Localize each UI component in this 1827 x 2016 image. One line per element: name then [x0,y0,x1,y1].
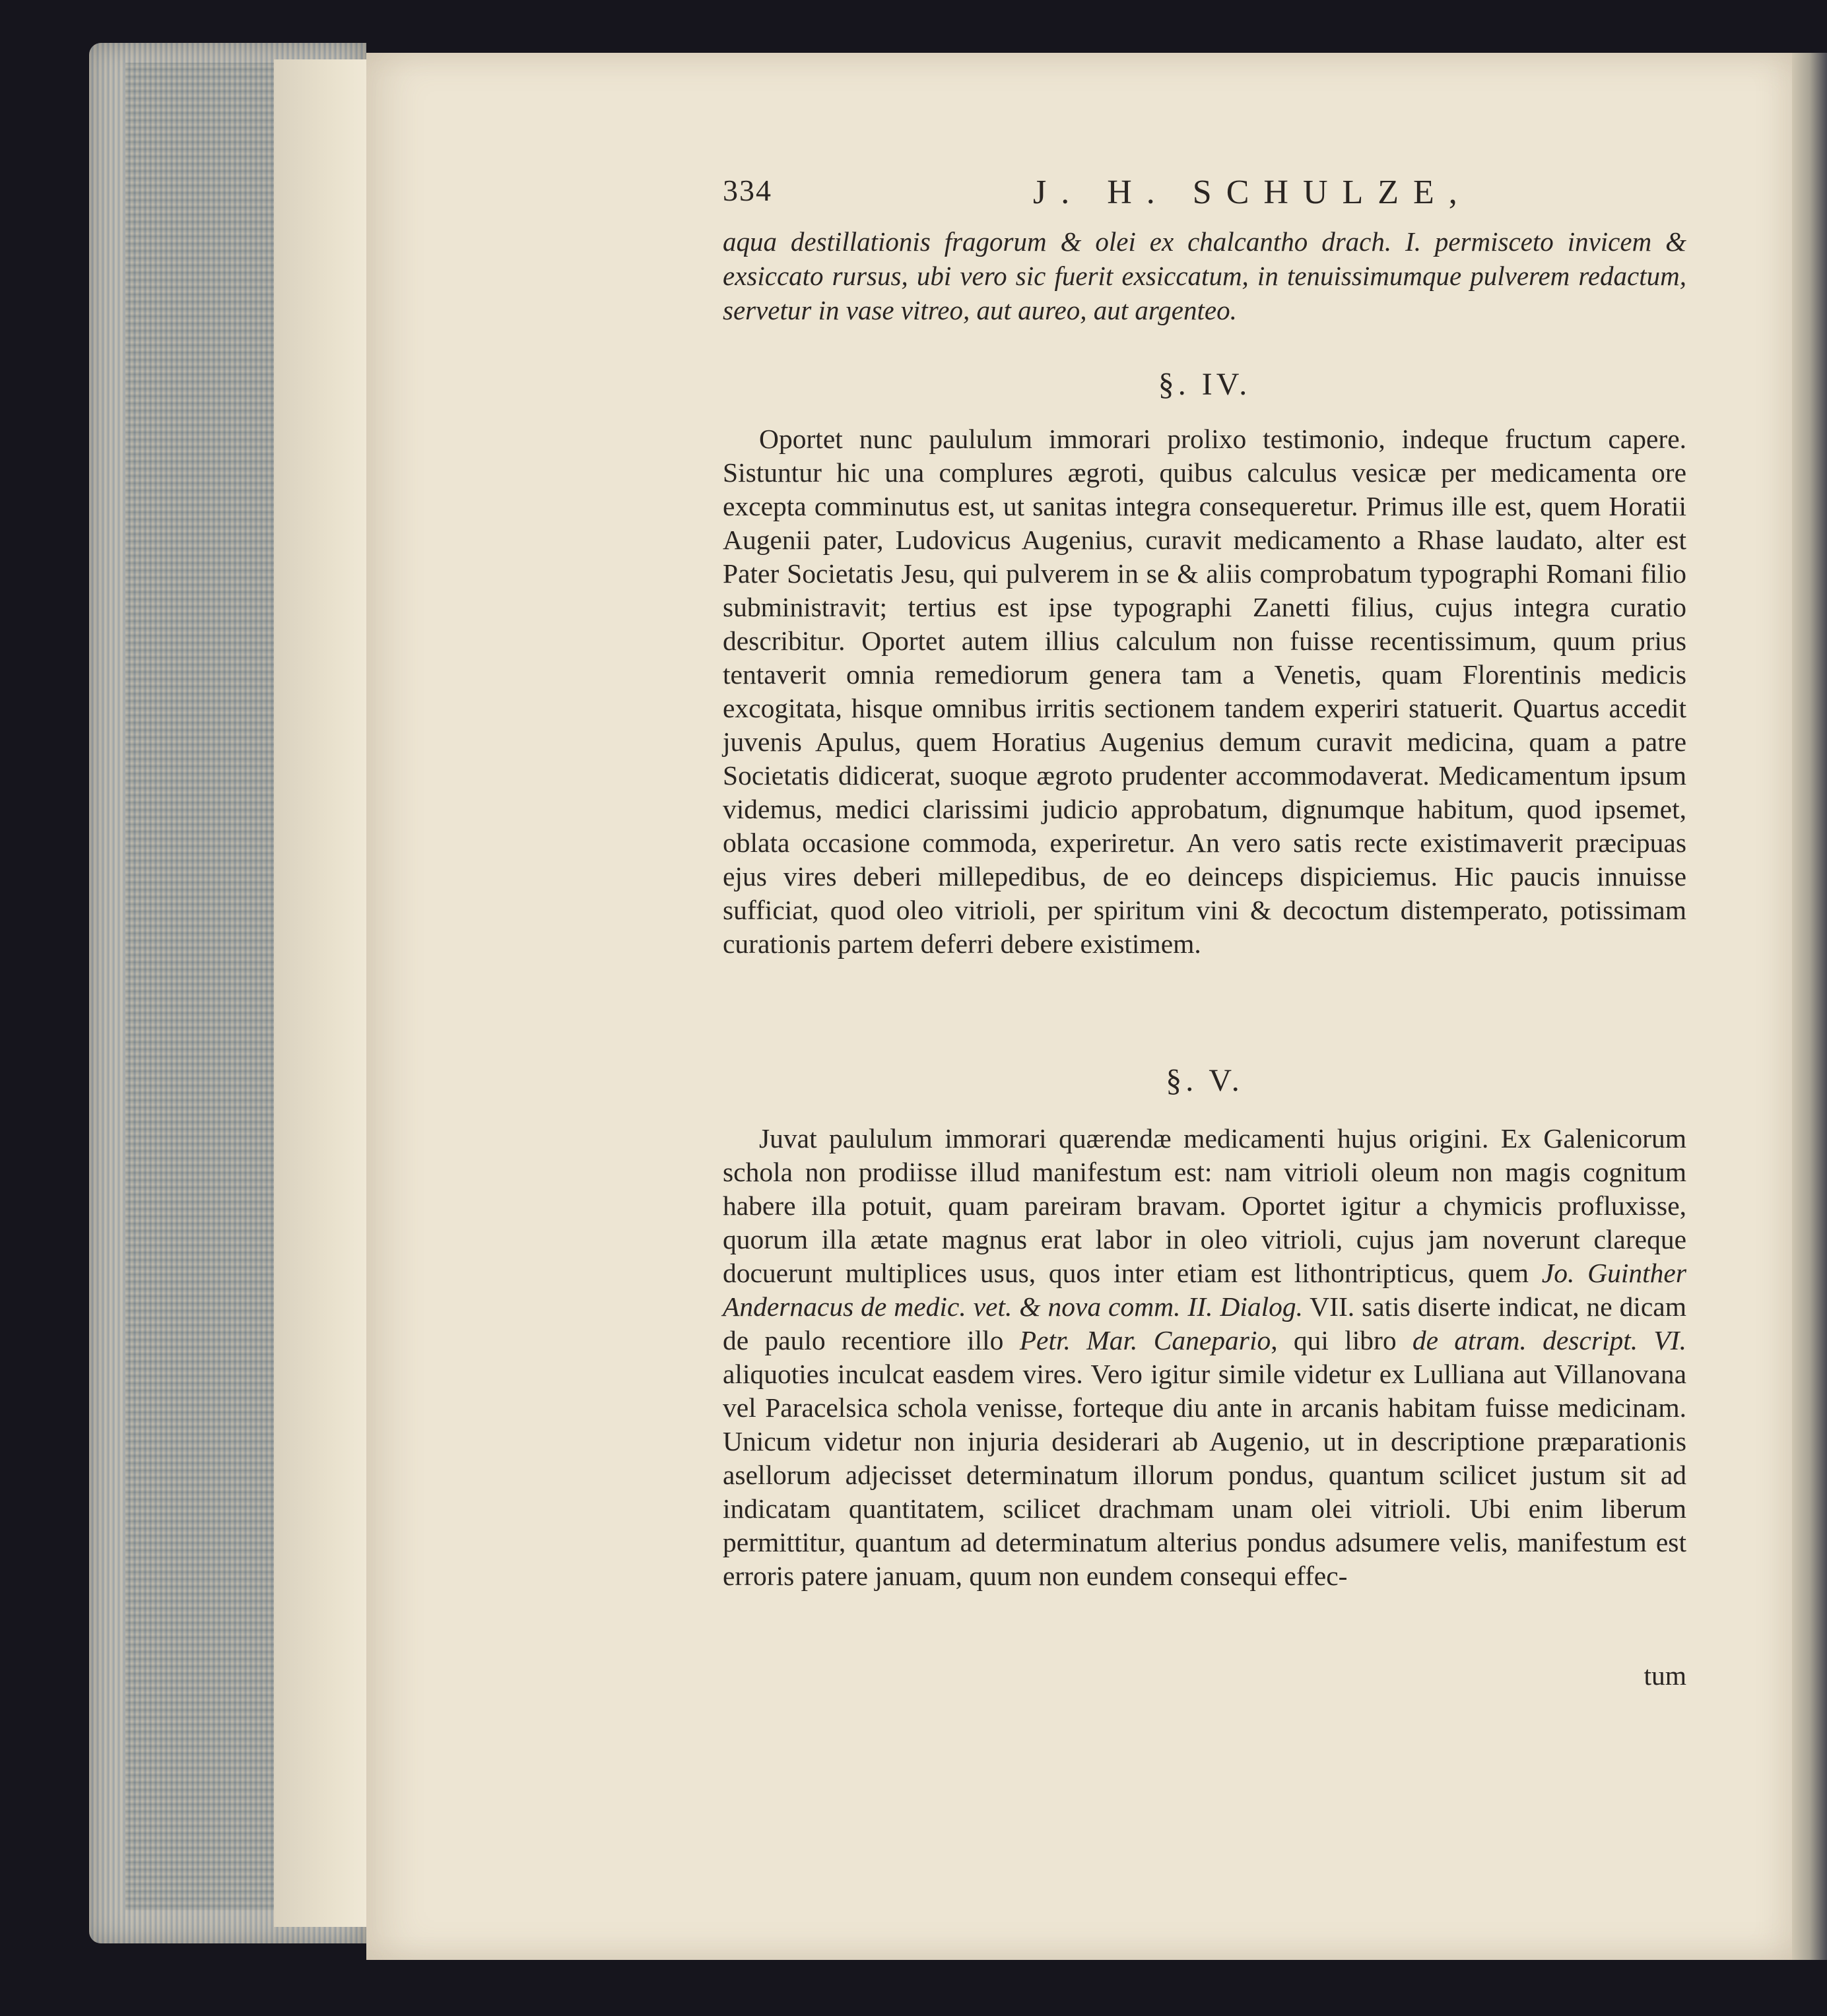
text-segment: Juvat paululum immorari quærendæ medicamenti hujus origini. Ex Galenicorum schola non prodiisse illud manifestum est: nam vitrioli oleum non magis cognitum habere illa potuit, quam pareiram bravam. Oportet igitur a chymicis profluxisse, quorum illa ætate magnus erat labor in oleo vitrioli, cujus jam noverunt clareque docuerunt multiplices usus, quos inter etiam est lithontripticus, quem [723,1123,1686,1288]
intro-recipe-text: aqua destillationis fragorum & olei ex chalcantho drach. I. permisceto invicem & exsiccato rursus, ubi vero sic fuerit exsiccatum, in tenuissimumque pulverem redactum, servetur in vase vitreo, aut aureo, aut argenteo. [723,226,1686,325]
section-v-title: §. V. [1166,1063,1244,1098]
page-edge-speckle [125,63,284,1910]
section-iv-body [723,422,1686,961]
text-segment: VII. satis diserte indicat, ne dicam de paulo recentiore illo [723,1291,1686,1355]
running-head [723,173,1686,219]
citation-book: de atram. descript. VI. [1412,1325,1686,1355]
right-page-edge [1792,53,1827,1960]
citation-canepario: Petr. Mar. Canepario [1019,1325,1271,1355]
gutter-fold [274,59,366,1927]
catchword: tum [1644,1660,1686,1691]
text-segment: aliquoties inculcat easdem vires. Vero igitur simile videtur ex Lulliana aut Villanovana vel Paracelsica schola venisse, forteque diu ante in arcanis habitam fuisse medicinam. Unicum videtur non injuria desiderari ab Augenio, ut in descriptione præparationis asellorum adjecisset determinatum illorum pondus, quantum scilicet justum sit ad indicatam quantitatem, scilicet drachmam unam olei vitrioli. Ubi enim liberum permittitur, quantum ad determinatum alterius pondus adsumere velis, manifestum est erroris patere januam, quum non eundem consequi effec- [723,1359,1686,1591]
text-segment: , qui libro [1271,1325,1412,1355]
page-number: 334 [723,174,772,207]
citation-guinther: Jo. Guinther Andernacus de medic. vet. & nova comm. II. Dialog. [723,1258,1686,1322]
running-title: J. H. SCHULZE, [1033,174,1472,211]
section-iv-paragraph: Oportet nunc paululum immorari prolixo testimonio, indeque fructum capere. Sistuntur hic una complures ægroti, quibus calculus vesicæ per medicamenta ore excepta comminutus est, ut sanitas integra consequeretur. Primus ille est, quem Horatii Augenii pater, Ludovicus Augenius, curavit medicamento a Rhase laudato, alter est Pater Societatis Jesu, qui pulverem in se & aliis comprobatum typographi Romani filio subministravit; tertius est ipse typographi Zanetti filius, cujus integra curatio describitur. Oportet autem illius calculum non fuisse recentissimum, quum prius tentaverit omnia remediorum genera tam a Venetis, quam Florentinis medicis excogitata, hisque omnibus irritis sectionem tandem experiri statuerit. Quartus accedit juvenis Apulus, quem Horatius Augenius demum curavit medicina, quam a patre Societatis didicerat, suoque ægroto prudenter accommodaverat. Medicamentum ipsum videmus, medici clarissimi judicio approbatum, dignumque habitum, quod ipsemet, oblata occasione commoda, experiretur. An vero satis recte existimaverit præcipuas ejus vires deberi millepedibus, de eo deinceps dispiciemus. Hic paucis innuisse sufficiat, quod oleo vitrioli, per spiritum vini & decoctum distemperato, potissimam curationis partem deferri debere existimem. [723,424,1686,959]
section-iv-title: §. IV. [1158,367,1251,402]
section-v-paragraph [723,1122,1686,1593]
section-v-body [723,1122,1686,1593]
